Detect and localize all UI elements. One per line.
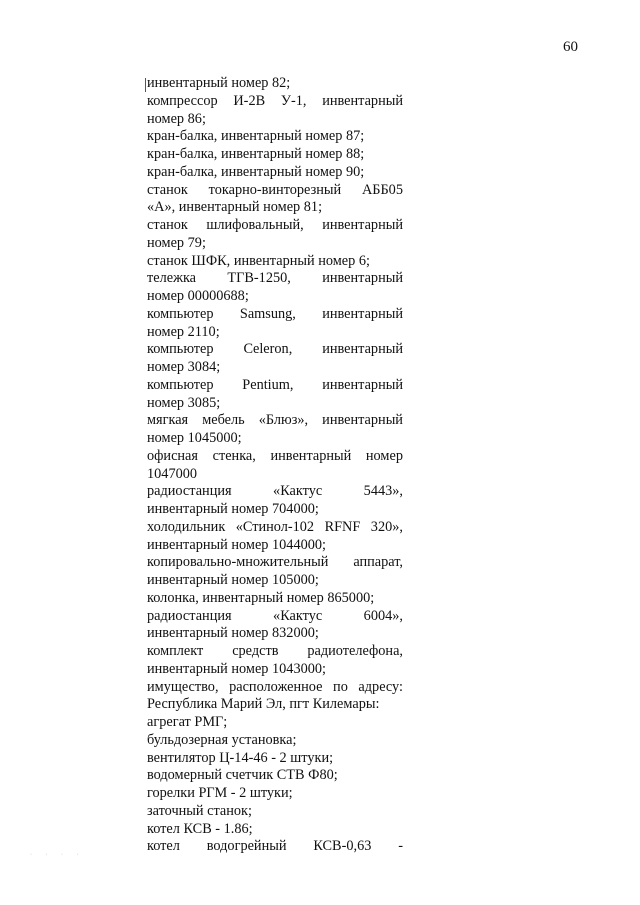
- word: «Кактус: [273, 607, 323, 624]
- word: радиостанция: [147, 607, 232, 624]
- word: компьютер: [147, 305, 214, 322]
- text-line: [147, 554, 403, 572]
- word: компьютер: [147, 341, 214, 358]
- text-line: номер 1045000;: [147, 430, 242, 446]
- text-line: [147, 93, 403, 111]
- word: 5443»,: [363, 483, 403, 500]
- word: котел: [147, 838, 180, 855]
- word: инвентарный: [322, 341, 403, 358]
- text-line: инвентарный номер 1044000;: [147, 536, 327, 553]
- word: мебель: [202, 412, 245, 429]
- word: АББ05: [361, 181, 403, 198]
- text-line: номер 2110;: [147, 323, 220, 340]
- text-line: номер 3085;: [147, 394, 221, 411]
- word: водогрейный: [206, 838, 287, 855]
- word: компьютер: [147, 376, 214, 393]
- word: «Стинол-102: [235, 518, 315, 535]
- text-line: инвентарный номер 105000;: [147, 572, 319, 588]
- word: адресу:: [358, 678, 403, 695]
- text-line: инвентарный номер 832000;: [147, 625, 319, 642]
- word: Celeron,: [243, 341, 293, 358]
- text-line: станок ШФК, инвентарный номер 6;: [147, 252, 370, 269]
- word: «Кактус: [273, 483, 323, 500]
- word: радиостанция: [147, 483, 232, 500]
- word: инвентарный: [322, 92, 403, 109]
- text-line: номер 3084;: [147, 359, 221, 375]
- word: шлифовальный,: [206, 217, 304, 233]
- word: комплект: [147, 643, 204, 659]
- text-line: [147, 679, 403, 697]
- text-line: водомерный счетчик СТВ Ф80;: [147, 767, 338, 784]
- text-line: [147, 182, 403, 200]
- text-line: котел КСВ - 1.86;: [147, 820, 253, 837]
- text-line: [147, 643, 403, 661]
- word: 320»,: [370, 518, 403, 535]
- word: токарно-винторезный: [208, 181, 342, 198]
- text-line: инвентарный номер 1043000;: [147, 660, 327, 677]
- word: «Блюз»,: [258, 412, 309, 429]
- word: инвентарный: [322, 217, 403, 233]
- word: номер: [365, 447, 403, 464]
- word: расположенное: [229, 678, 323, 695]
- word: RFNF: [324, 518, 361, 535]
- word: аппарат,: [353, 554, 403, 571]
- text-line: номер 79;: [147, 234, 206, 251]
- text-line: [147, 270, 403, 288]
- word: станок: [147, 217, 188, 233]
- word: 6004»,: [363, 607, 403, 624]
- document-body: [147, 75, 403, 856]
- text-line: кран-балка, инвентарный номер 87;: [147, 128, 365, 145]
- word: имущество,: [147, 678, 219, 695]
- word: инвентарный: [322, 376, 403, 393]
- word: инвентарный: [322, 412, 403, 429]
- word: Pentium,: [242, 376, 294, 393]
- word: стенка,: [212, 447, 256, 464]
- text-line: номер 00000688;: [147, 288, 249, 304]
- word: У-1,: [280, 92, 307, 109]
- margin-mark: [145, 78, 146, 92]
- text-line: инвентарный номер 82;: [147, 75, 291, 91]
- text-line: [147, 838, 403, 856]
- text-line: номер 86;: [147, 110, 206, 127]
- text-line: [147, 608, 403, 626]
- scan-noise: · · · ·: [30, 852, 85, 858]
- word: офисная: [147, 447, 198, 464]
- word: -: [398, 838, 403, 855]
- text-line: колонка, инвентарный номер 865000;: [147, 589, 375, 606]
- word: инвентарный: [270, 447, 352, 464]
- text-line: [147, 519, 403, 537]
- word: станок: [147, 181, 188, 198]
- word: холодильник: [147, 518, 226, 535]
- word: мягкая: [147, 412, 189, 429]
- text-line: горелки РГМ - 2 штуки;: [147, 785, 293, 801]
- text-line: [147, 377, 403, 395]
- text-line: бульдозерная установка;: [147, 731, 297, 748]
- text-line: [147, 412, 403, 430]
- text-line: [147, 341, 403, 359]
- word: радиотелефона,: [307, 643, 403, 659]
- word: инвентарный: [322, 305, 403, 322]
- text-line: [147, 448, 403, 466]
- word: средств: [232, 643, 279, 659]
- word: ТГВ-1250,: [227, 270, 291, 287]
- text-line: Республика Марий Эл, пгт Килемары:: [147, 696, 380, 713]
- word: тележка: [147, 270, 197, 287]
- word: Samsung,: [239, 305, 296, 322]
- word: компрессор: [147, 92, 218, 109]
- word: копировально-множительный: [147, 554, 329, 571]
- text-line: кран-балка, инвентарный номер 88;: [147, 146, 365, 162]
- text-line: [147, 306, 403, 324]
- word: КСВ-0,63: [313, 838, 372, 855]
- word: по: [333, 678, 348, 695]
- word: инвентарный: [322, 270, 403, 287]
- text-line: [147, 483, 403, 501]
- word: И-2В: [233, 92, 266, 109]
- text-line: агрегат РМГ;: [147, 714, 228, 730]
- text-line: инвентарный номер 704000;: [147, 501, 319, 517]
- text-line: вентилятор Ц-14-46 - 2 штуки;: [147, 749, 334, 766]
- text-line: 1047000: [147, 465, 198, 482]
- text-line: кран-балка, инвентарный номер 90;: [147, 163, 365, 180]
- text-line: [147, 217, 403, 235]
- page-number: 60: [563, 39, 578, 55]
- text-line: «А», инвентарный номер 81;: [147, 199, 323, 216]
- text-line: заточный станок;: [147, 802, 252, 819]
